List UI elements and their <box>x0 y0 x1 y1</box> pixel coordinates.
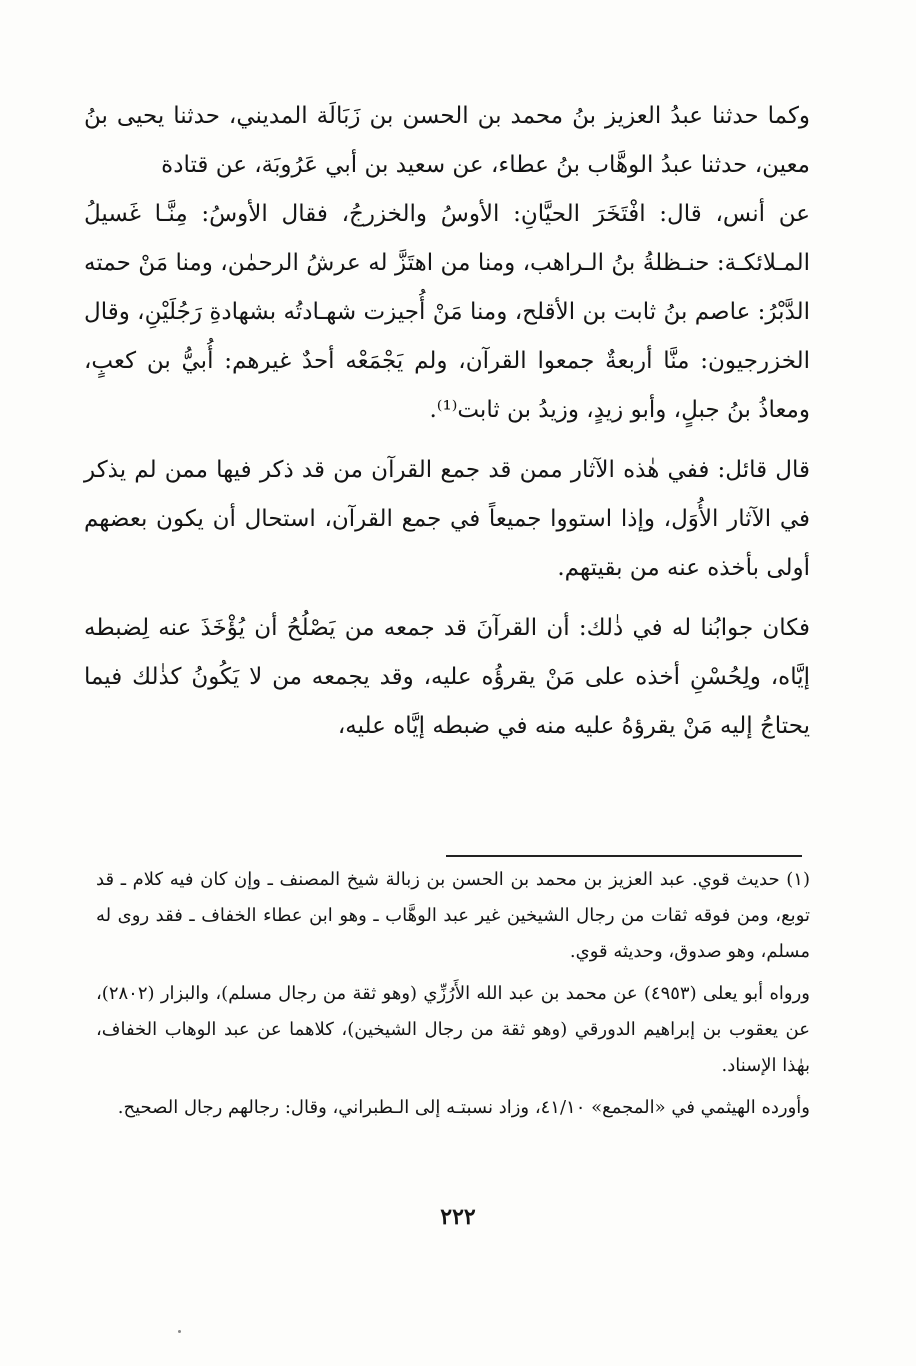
paragraph-answer: فكان جوابُنا له في ذٰلك: أن القرآنَ قد جمعه من يَصْلُحُ أن يُؤْخَذَ عنه لِضبطه إيَّاه، ولِحُسْنِ أخذه على مَنْ يقرؤُه عليه، وقد يجمعه من لا يَكُونُ كذٰلك فيما يحتاجُ إليه مَنْ يقرؤهُ عليه منه في ضبطه إيَّاه عليه، <box>84 615 810 739</box>
main-text-block <box>84 92 810 762</box>
footnote-1-continued-haythami: وأورده الهيثمي في «المجمع» ٤١/١٠، وزاد نسبتـه إلى الـطبراني، وقال: رجالهم رجال الصحيح. <box>117 1097 810 1118</box>
paragraph-objection: قال قائل: ففي هٰذه الآثار ممن قد جمع القرآن من قد ذكر فيها ممن لم يذكر في الآثار الأُوَل، وإذا استووا جميعاً في جمع القرآن، استحال أن يكون بعضهم أولى بأخذه عنه من بقيتهم. <box>84 457 810 581</box>
footnote-1-continued-abu-yala: ورواه أبو يعلى (٤٩٥٣) عن محمد بن عبد الله الأَرُزِّي (وهو ثقة من رجال مسلم)، والبزار (٢٨٠٢)، عن يعقوب بن إبراهيم الدورقي (وهو ثقة من رجال الشيخين)، كلاهما عن عبد الوهاب الخفاف، بهٰذا الإسناد. <box>96 983 810 1076</box>
footnote-separator <box>446 855 802 857</box>
page-number: ٢٢٢ <box>440 1204 476 1230</box>
paragraph-isnad: وكما حدثنا عبدُ العزيز بنُ محمد بن الحسن بن زَبَالَة المديني، حدثنا يحيى بنُ معين، حدثنا عبدُ الوهَّاب بنُ عطاء، عن سعيد بن أبي عَرُوبَة، عن قتادة <box>84 103 810 178</box>
footnotes-block <box>96 862 810 1132</box>
paragraph-hadith: عن أنس، قال: افْتَخَرَ الحيَّانِ: الأوسُ والخزرجُ، فقال الأوسُ: مِنَّـا غَسيلُ المـلائكـة: حنـظلةُ بنُ الـراهب، ومنا من اهتَزَّ له عرشُ الرحمٰن، ومنا مَنْ حمته الدَّبْرُ: عاصم بنُ ثابت بن الأقلح، ومنا مَنْ أُجيزت شهـادتُه بشهادةِ رَجُلَيْنِ، وقال الخزرجيون: منَّا أربعةٌ جمعوا القرآن، ولم يَجْمَعْه أحدٌ غيرهم: أُبيُّ بن كعبٍ، ومعاذُ بنُ جبلٍ، وأبو زيدٍ، وزيدُ بن ثابت⁽¹⁾. <box>84 201 810 423</box>
footnote-1: (١) حديث قوي. عبد العزيز بن محمد بن الحسن بن زبالة شيخ المصنف ـ وإن كان فيه كلام ـ قد توبع، ومن فوقه ثقات من رجال الشيخين غير عبد الوهَّاب ـ وهو ابن عطاء الخفاف ـ فقد روى له مسلم، وهو صدوق، وحديثه قوي. <box>96 869 810 962</box>
scan-speck <box>178 1330 181 1333</box>
